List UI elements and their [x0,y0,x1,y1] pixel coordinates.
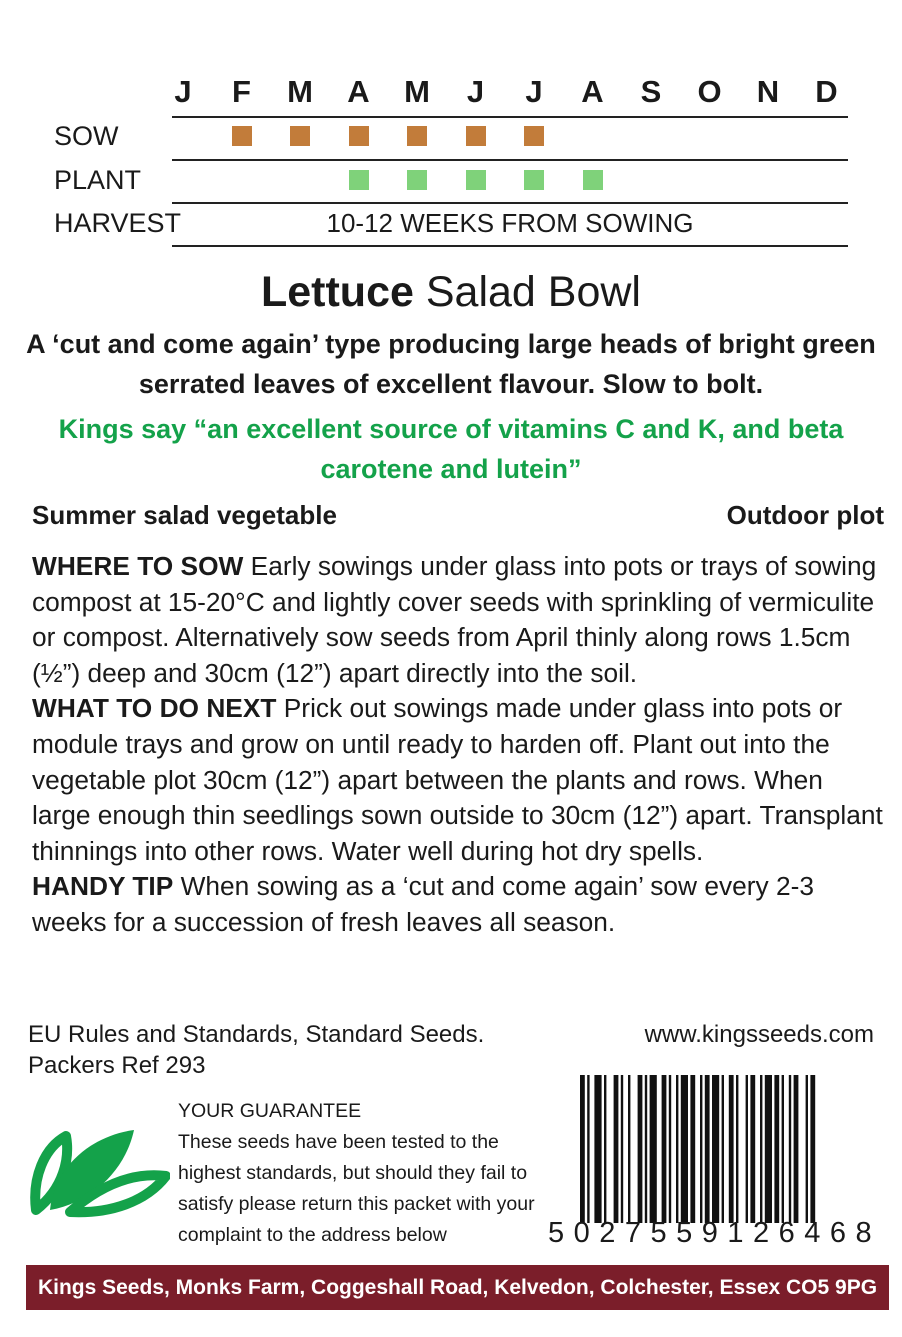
month-label: J [174,74,192,109]
barcode-bar [746,1075,748,1223]
month-label: M [404,74,430,109]
calendar-rule [172,116,848,118]
barcode-bar [765,1075,772,1223]
barcode-bar [810,1075,815,1223]
product-intro: A ‘cut and come again’ type producing large heads of bright green serrated leaves of excellent flavour. Slow to bolt. [26,329,876,399]
product-quote: Kings say “an excellent source of vitamins C and K, and beta carotene and lutein” [58,414,844,484]
barcode-bar [806,1075,808,1223]
address-bar: Kings Seeds, Monks Farm, Coggeshall Road, Kelvedon, Colchester, Essex CO5 9PG [26,1265,889,1310]
month-label: O [697,74,722,109]
barcode-bar [621,1075,623,1223]
barcode-bar [676,1075,678,1223]
guarantee-title: YOUR GUARANTEE [178,1100,362,1122]
leaf-logo-icon [30,1118,170,1218]
barcode-bar [662,1075,667,1223]
barcode-bar [650,1075,657,1223]
barcode-bar [628,1075,630,1223]
calendar-rule [172,159,848,161]
rules-text: EU Rules and Standards, Standard Seeds. [28,1021,485,1048]
month-label: M [287,74,313,109]
month-label: S [640,74,662,109]
barcode-bar [594,1075,601,1223]
plant-month-marker [583,170,603,190]
product-variety: Salad Bowl [425,268,641,316]
where-to-sow [32,549,888,691]
barcode-bar [681,1075,688,1223]
barcode-bar [700,1075,702,1223]
website-link[interactable]: www.kingsseeds.com [644,1021,874,1048]
packers-ref: Packers Ref 293 [28,1052,206,1079]
product-location: Outdoor plot [726,500,884,530]
month-label: J [466,74,485,109]
barcode-bar [604,1075,606,1223]
barcode-number: 5027559126468 [548,1217,882,1249]
barcode-bar [614,1075,619,1223]
sow-month-marker [232,126,252,146]
sow-month-marker [407,126,427,146]
barcode-bar [712,1075,719,1223]
barcode-bar [750,1075,755,1223]
plant-month-marker [466,170,486,190]
what-to-do-next [32,691,888,869]
plant-month-marker [524,170,544,190]
sow-month-marker [524,126,544,146]
month-label: N [756,74,780,109]
month-label: A [347,74,370,109]
where-heading: WHERE TO SOW [32,551,244,581]
calendar-rule [172,245,848,247]
product-category: Summer salad vegetable [32,500,337,530]
barcode-bar [638,1075,643,1223]
handy-tip [32,869,888,940]
harvest-text: 10-12 WEEKS FROM SOWING [326,208,694,238]
next-text: Prick out sowings made under glass into pots or module trays and grow on until ready to harden off. Plant out into the vegetable plot 30cm (12”) apart between the plants and rows. When large enough thin seedlings sown outside to 30cm (12”) apart. Transplant thinnings into other rows. Water well during hot dry spells. [32,693,883,866]
month-label: F [232,74,251,109]
barcode-bar [774,1075,779,1223]
calendar-rule [172,202,848,204]
sow-row-label: SOW [54,121,119,151]
where-text: Early sowings under glass into pots or trays of sowing compost at 15-20°C and lightly cover seeds with sprinkling of vermiculite or compost. Alternatively sow seeds from April thinly along rows 1.5cm (½”) deep and 30cm (12”) apart directly into the soil. [32,551,877,688]
plant-row-label: PLANT [54,165,142,195]
guarantee [178,1096,548,1251]
barcode-bar [645,1075,647,1223]
month-label: D [815,74,838,109]
barcode [580,1075,876,1223]
barcode-bar [760,1075,762,1223]
barcode-bar [736,1075,738,1223]
barcode-bar [690,1075,695,1223]
instructions [32,549,888,941]
harvest-row-label: HARVEST [54,208,182,238]
sow-month-marker [349,126,369,146]
barcode-bar [587,1075,589,1223]
tip-heading: HANDY TIP [32,871,174,902]
barcode-bar [669,1075,671,1223]
product-name: Lettuce [260,268,414,316]
plant-month-marker [407,170,427,190]
barcode-bar [722,1075,724,1223]
barcode-bar [794,1075,799,1223]
plant-month-marker [349,170,369,190]
month-label: J [525,74,543,109]
month-label: A [581,74,604,109]
product-title [0,268,902,317]
sow-month-marker [290,126,310,146]
barcode-bar [789,1075,791,1223]
barcode-bar [580,1075,585,1223]
barcode-bar [729,1075,734,1223]
sow-month-marker [466,126,486,146]
tip-text: When sowing as a ‘cut and come again’ sow every 2-3 weeks for a succession of fresh leaves all season. [32,871,814,937]
barcode-bar [782,1075,784,1223]
next-heading: WHAT TO DO NEXT [32,693,277,724]
guarantee-text: These seeds have been tested to the highest standards, but should they fail to satisfy please return this packet with your complaint to the address below [178,1131,535,1246]
barcode-bar [705,1075,710,1223]
